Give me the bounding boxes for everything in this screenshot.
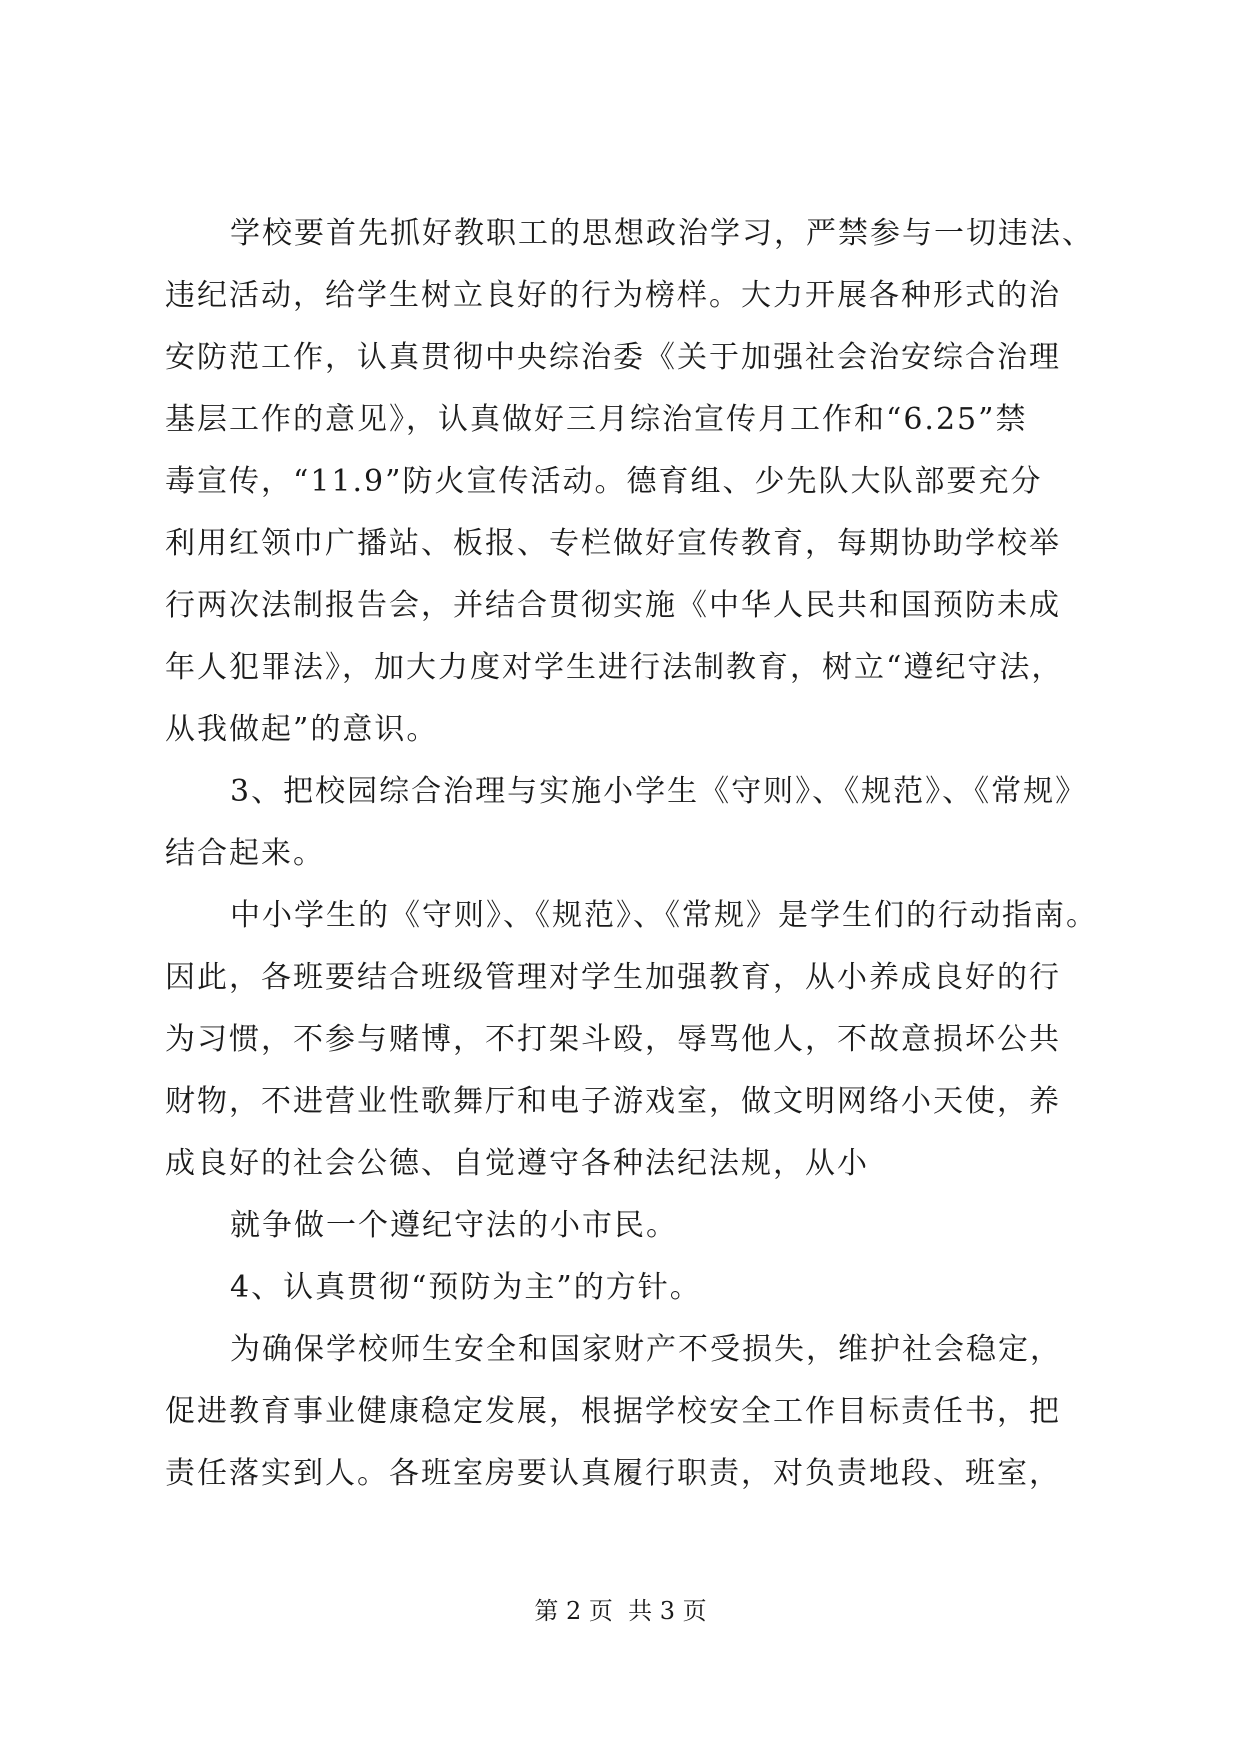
text-line: 基层工作的意见》，认真做好三月综治宣传月工作和“6.25”禁: [165, 402, 1028, 437]
page-number-footer: 第 2 页 共 3 页: [534, 1597, 707, 1625]
text-line: 行两次法制报告会，并结合贯彻实施《中华人民共和国预防未成: [165, 588, 1061, 623]
text-line: 财物，不进营业性歌舞厅和电子游戏室，做文明网络小天使，养: [165, 1084, 1061, 1119]
text-line: 安防范工作，认真贯彻中央综治委《关于加强社会治安综合治理: [165, 340, 1061, 375]
text-line: 因此，各班要结合班级管理对学生加强教育，从小养成良好的行: [165, 960, 1061, 995]
text-line: 毒宣传，“11.9”防火宣传活动。德育组、少先队大队部要充分: [165, 464, 1043, 499]
section-heading: 4、认真贯彻“预防为主”的方针。: [230, 1270, 702, 1305]
text-line: 成良好的社会公德、自觉遵守各种法纪法规，从小: [165, 1146, 869, 1181]
text-line: 中小学生的《守则》、《规范》、《常规》是学生们的行动指南。: [230, 898, 1098, 933]
text-line: 结合起来。: [165, 836, 325, 871]
text-line: 从我做起”的意识。: [165, 712, 439, 747]
section-heading: 3、把校园综合治理与实施小学生《守则》、《规范》、《常规》: [230, 774, 1088, 809]
text-line: 就争做一个遵纪守法的小市民。: [230, 1208, 678, 1243]
text-line: 年人犯罪法》，加大力度对学生进行法制教育，树立“遵纪守法，: [165, 650, 1064, 685]
text-line: 责任落实到人。各班室房要认真履行职责，对负责地段、班室，: [165, 1456, 1061, 1491]
text-line: 为确保学校师生安全和国家财产不受损失，维护社会稳定，: [230, 1332, 1062, 1367]
text-line: 违纪活动，给学生树立良好的行为榜样。大力开展各种形式的治: [165, 278, 1061, 313]
text-line: 利用红领巾广播站、板报、专栏做好宣传教育，每期协助学校举: [165, 526, 1061, 561]
text-line: 为习惯，不参与赌博，不打架斗殴，辱骂他人，不故意损坏公共: [165, 1022, 1061, 1057]
text-line: 学校要首先抓好教职工的思想政治学习，严禁参与一切违法、: [230, 216, 1094, 251]
text-line: 促进教育事业健康稳定发展，根据学校安全工作目标责任书，把: [165, 1394, 1061, 1429]
